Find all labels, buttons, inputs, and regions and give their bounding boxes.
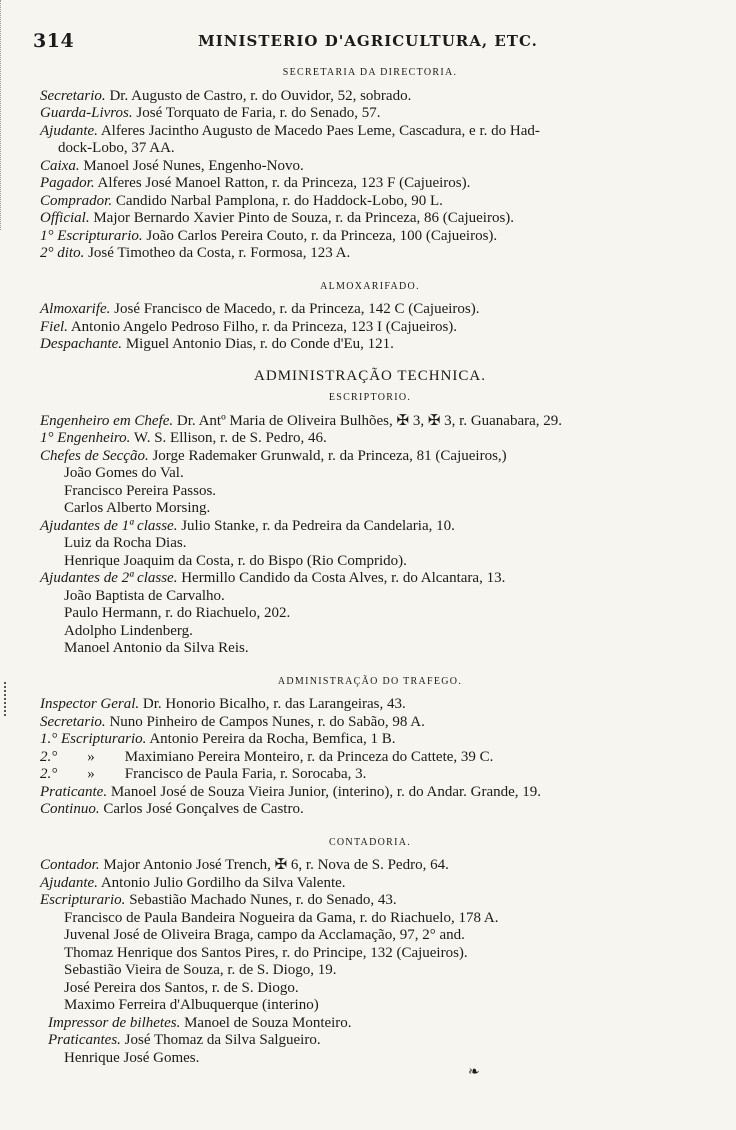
list-item: João Baptista de Carvalho.	[64, 587, 225, 604]
section-title-almoxarifado: ALMOXARIFADO.	[320, 280, 420, 292]
entry-ajudante: Ajudante. Alferes Jacintho Augusto de Macedo Paes Leme, Cascadura, e r. do Had-	[40, 122, 540, 139]
entry-inspector-geral: Inspector Geral. Dr. Honorio Bicalho, r. das Larangeiras, 43.	[40, 696, 406, 712]
entry-comprador: Comprador. Candido Narbal Pamplona, r. do Haddock-Lobo, 90 L.	[40, 192, 443, 209]
entry-secretario: Secretario. Dr. Augusto de Castro, r. do Ouvidor, 52, sobrado.	[40, 87, 412, 104]
entry-impressor: Impressor de bilhetes. Manoel de Souza Monteiro.	[48, 1014, 352, 1031]
entry-ajudantes-2-classe: Ajudantes de 2ª classe. Hermillo Candido da Costa Alves, r. do Alcantara, 13.	[40, 570, 506, 586]
list-item: Sebastião Vieira de Souza, r. de S. Diogo, 19.	[64, 962, 337, 978]
list-item: Juvenal José de Oliveira Braga, campo da Acclamação, 97, 2° and.	[64, 927, 465, 943]
entry-almoxarife: Almoxarife. José Francisco de Macedo, r. da Princeza, 142 C (Cajueiros).	[40, 301, 480, 317]
entry-2-escripturario-a: 2.° » Maximiano Pereira Monteiro, r. da Princeza do Cattete, 39 C.	[40, 748, 494, 765]
entry-official: Official. Major Bernardo Xavier Pinto de Souza, r. da Princeza, 86 (Cajueiros).	[40, 210, 515, 226]
entry-praticantes: Praticantes. José Thomaz da Silva Salgueiro.	[48, 1032, 321, 1048]
entry-engenheiro-chefe: Engenheiro em Chefe. Dr. Antº Maria de Oliveira Bulhões, ✠ 3, ✠ 3, r. Guanabara, 29.	[40, 412, 563, 429]
list-item: Luiz da Rocha Dias.	[64, 535, 187, 551]
page-title: MINISTERIO D'AGRICULTURA, ETC.	[198, 32, 538, 50]
binding-mark	[4, 682, 10, 716]
entry-despachante: Despachante. Miguel Antonio Dias, r. do Conde d'Eu, 121.	[40, 336, 394, 352]
entry-caixa: Caixa. Manoel José Nunes, Engenho-Novo.	[40, 157, 304, 174]
list-item: Francisco de Paula Bandeira Nogueira da Gama, r. do Riachuelo, 178 A.	[64, 909, 499, 926]
entry-ajudante-contadoria: Ajudante. Antonio Julio Gordilho da Silva Valente.	[40, 874, 346, 891]
entry-contador: Contador. Major Antonio José Trench, ✠ 6, r. Nova de S. Pedro, 64.	[40, 857, 449, 873]
entry-2-escripturario-b: 2.° » Francisco de Paula Faria, r. Sorocaba, 3.	[40, 766, 367, 782]
list-item: Thomaz Henrique dos Santos Pires, r. do Principe, 132 (Cajueiros).	[64, 944, 468, 961]
entry-guarda-livros: Guarda-Livros. José Torquato de Faria, r. do Senado, 57.	[40, 105, 381, 121]
entry-chefes-seccao: Chefes de Secção. Jorge Rademaker Grunwald, r. da Princeza, 81 (Cajueiros,)	[40, 447, 507, 464]
entry-2-dito: 2° dito. José Timotheo da Costa, r. Formosa, 123 A.	[40, 245, 351, 261]
entry-secretario-trafego: Secretario. Nuno Pinheiro de Campos Nunes, r. do Sabão, 98 A.	[40, 713, 425, 730]
section-title-secretaria: SECRETARIA DA DIRECTORIA.	[282, 67, 458, 78]
section-title-contadoria: CONTADORIA.	[328, 836, 412, 848]
entry-1-escripturario-trafego: 1.° Escripturario. Antonio Pereira da Rocha, Bemfica, 1 B.	[40, 731, 396, 747]
list-item: Henrique Joaquim da Costa, r. do Bispo (Rio Comprido).	[64, 552, 407, 569]
entry-pagador: Pagador. Alferes José Manoel Ratton, r. da Princeza, 123 F (Cajueiros).	[40, 175, 471, 191]
entry-fiel: Fiel. Antonio Angelo Pedroso Filho, r. da Princeza, 123 I (Cajueiros).	[40, 318, 458, 335]
page-content	[40, 61, 700, 1067]
list-item: Henrique José Gomes.	[64, 1049, 200, 1066]
list-item: José Pereira dos Santos, r. de S. Diogo.	[64, 979, 299, 996]
list-item: João Gomes do Val.	[64, 465, 184, 481]
list-item: Carlos Alberto Morsing.	[64, 500, 211, 516]
list-item: Paulo Hermann, r. do Riachuelo, 202.	[64, 605, 291, 621]
page-number: 314	[33, 30, 75, 52]
entry-praticante: Praticante. Manoel José de Souza Vieira Junior, (interino), r. do Andar. Grande, 19.	[40, 783, 542, 800]
list-item: Manoel Antonio da Silva Reis.	[64, 640, 249, 656]
list-item: Adolpho Lindenberg.	[64, 622, 193, 639]
entry-1-escripturario: 1° Escripturario. João Carlos Pereira Couto, r. da Princeza, 100 (Cajueiros).	[40, 227, 498, 244]
section-title-administracao-technica: ADMINISTRAÇÃO TECHNICA.	[254, 367, 486, 384]
page-header	[0, 30, 736, 54]
entry-escripturario-contadoria: Escripturario. Sebastião Machado Nunes, r. do Senado, 43.	[40, 892, 397, 908]
entry-ajudantes-1-classe: Ajudantes de 1ª classe. Julio Stanke, r. da Pedreira da Candelaria, 10.	[40, 517, 455, 534]
section-title-trafego: ADMINISTRAÇÃO DO TRAFEGO.	[277, 675, 463, 687]
printer-mark-icon: ❧	[468, 1064, 480, 1080]
entry-continuo: Continuo. Carlos José Gonçalves de Castro.	[40, 801, 304, 817]
list-item: Maximo Ferreira d'Albuquerque (interino)	[64, 997, 319, 1013]
list-item: Francisco Pereira Passos.	[64, 482, 217, 499]
entry-1-engenheiro: 1° Engenheiro. W. S. Ellison, r. de S. Pedro, 46.	[40, 430, 327, 446]
section-subtitle-escriptorio: ESCRIPTORIO.	[328, 392, 412, 403]
entry-ajudante-continuation: dock-Lobo, 37 AA.	[58, 140, 175, 156]
